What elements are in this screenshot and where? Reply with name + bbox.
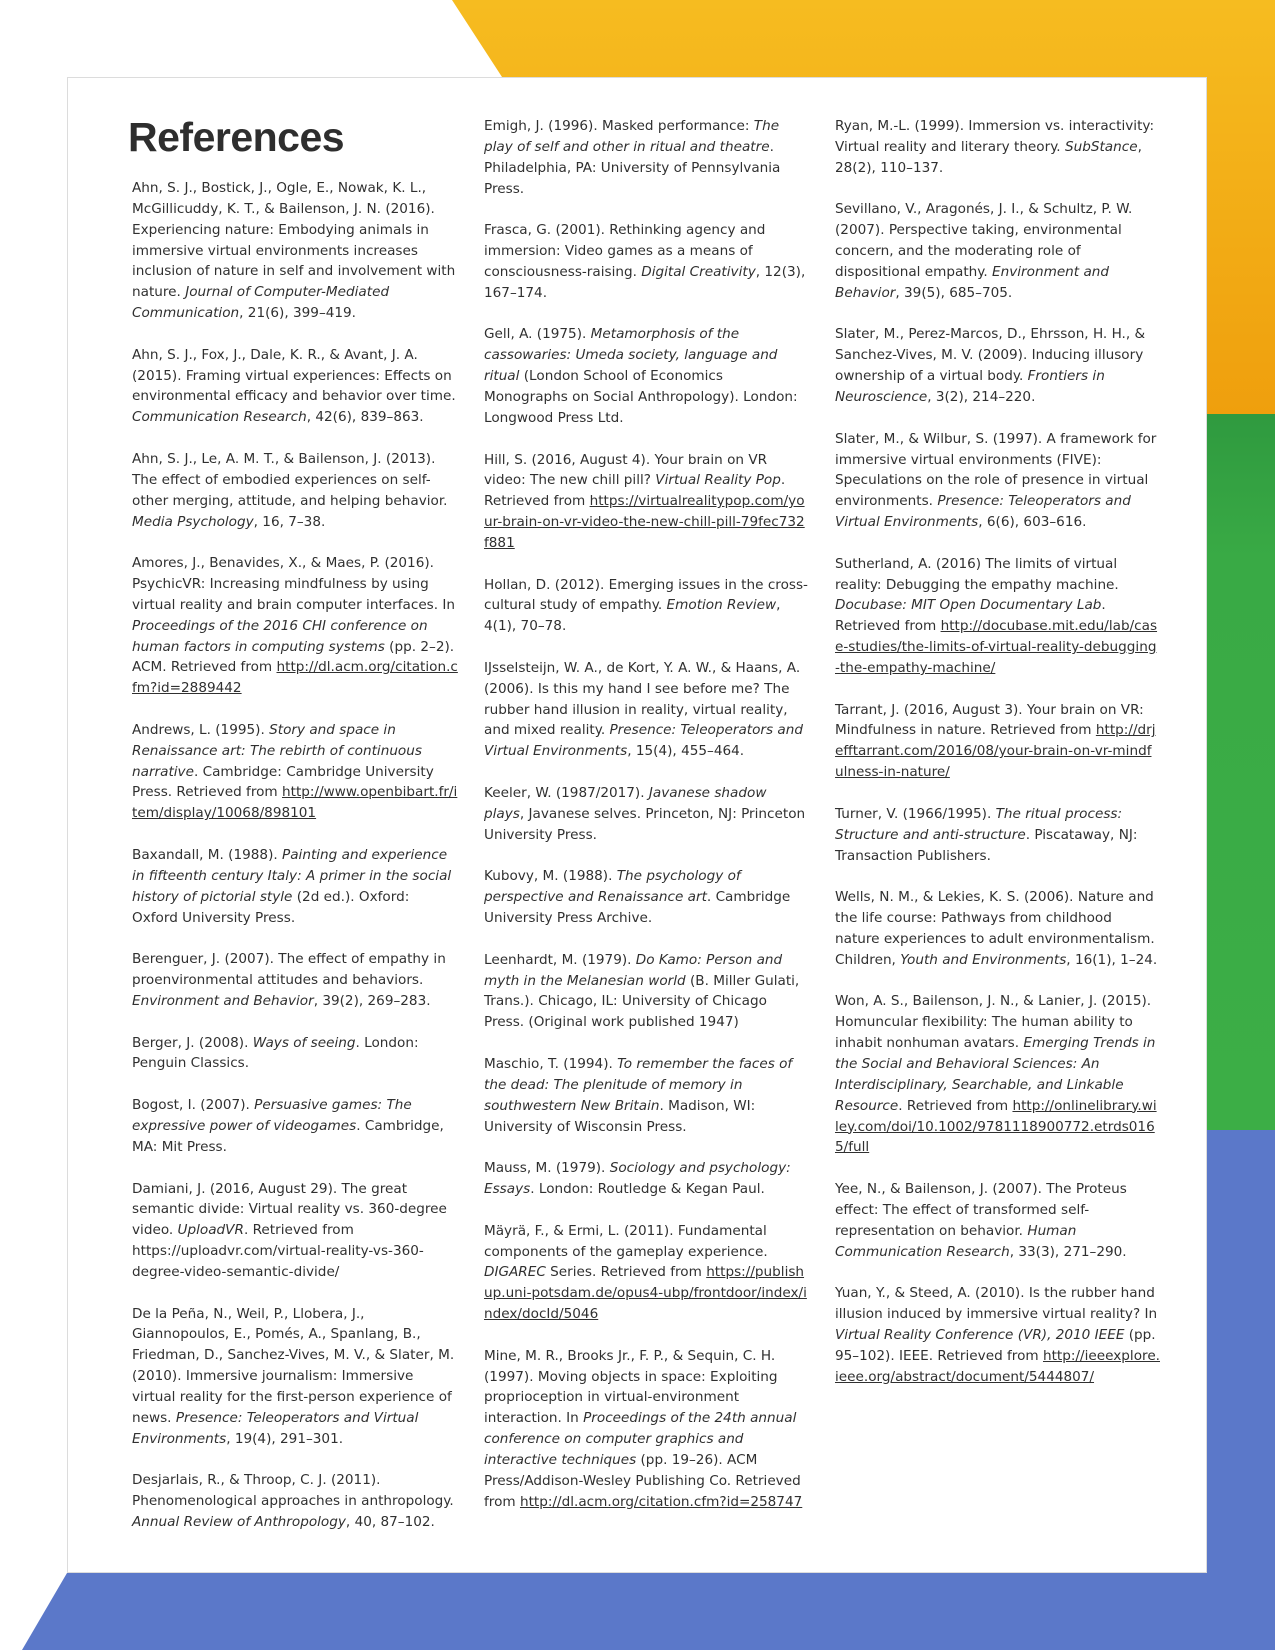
reference-entry [132,1095,458,1158]
reference-link[interactable]: https://publishup.uni-potsdam.de/opus4-ubp/frontdoor/index/index/docId/5046 [484,1264,807,1323]
reference-entry [484,866,809,929]
reference-text: Desjarlais, R., & Throop, C. J. (2011). Phenomenological approaches in anthropology. [132,1472,454,1510]
reference-text: . Retrieved from https://uploadvr.com/virtual-reality-vs-360-degree-video-semantic-divide/ [132,1222,424,1280]
blue-side-shape [1207,1130,1275,1650]
reference-italic-title: Proceedings of the 2016 CHI conference on human factors in computing systems [132,617,428,655]
references-sheet [67,77,1207,1573]
reference-text: . Retrieved from [484,472,786,510]
page-title: References [128,114,345,160]
reference-link[interactable]: https://virtualrealitypop.com/your-brain-on-vr-video-the-new-chill-pill-79fec732f881 [484,493,805,551]
reference-text: Yuan, Y., & Steed, A. (2010). Is the rubber hand illusion induced by immersive virtual reality? In [835,1285,1158,1323]
reference-italic-title: UploadVR [177,1222,244,1239]
reference-text: Frasca, G. (2001). Rethinking agency and immersion: Video games as a means of consciousness-raising. [484,222,766,280]
reference-italic-title: Virtual Reality Conference (VR), 2010 IEEE [835,1326,1125,1343]
reference-italic-title: Environment and Behavior [132,992,314,1009]
reference-italic-title: Emotion Review [666,597,777,614]
blue-bottom-band [22,1573,1275,1650]
reference-entry [835,199,1160,303]
reference-italic-title: To remember the faces of the dead: The plenitude of memory in southwestern New Britain [484,1055,793,1114]
reference-text: Baxandall, M. (1988). [132,847,283,863]
reference-italic-title: Emerging Trends in the Social and Behavioral Sciences: An Interdisciplinary, Searchable, and Linkable Resource [835,1035,1156,1114]
reference-italic-title: Digital Creativity [641,263,756,280]
reference-text: Ryan, M.-L. (1999). Immersion vs. interactivity: Virtual reality and literary theory. [835,118,1155,155]
reference-text: (2d ed.). Oxford: Oxford University Press. [132,888,410,926]
references-column-1 [132,178,458,1554]
reference-link[interactable]: http://dl.acm.org/citation.cfm?id=2889442 [132,659,458,697]
reference-entry [132,949,458,1012]
reference-text: , 19(4), 291–301. [226,1430,344,1447]
reference-text: Mauss, M. (1979). [484,1160,610,1177]
reference-entry [484,950,809,1033]
reference-text: Yee, N., & Bailenson, J. (2007). The Proteus effect: The effect of transformed self-representation on behavior. [835,1181,1127,1239]
reference-text: , 3(2), 214–220. [927,388,1036,405]
reference-text: , 4(1), 70–78. [484,597,781,635]
reference-italic-title: Persuasive games: The expressive power of videogames [132,1097,412,1134]
reference-text: Andrews, L. (1995). [132,721,270,738]
reference-text: Berenguer, J. (2007). The effect of empathy in proenvironmental attitudes and behaviors. [132,951,446,989]
reference-italic-title: The psychology of perspective and Renaissance art [484,868,741,906]
reference-entry [484,1346,809,1513]
reference-text: (pp. 19–26). ACM Press/Addison-Wesley Publishing Co. Retrieved from [484,1452,801,1510]
reference-text: Ahn, S. J., Bostick, J., Ogle, E., Nowak, K. L., McGillicuddy, K. T., & Bailenson, J. N. (2016). Experiencing nature: Embodying animals in immersive virtual environments increases inclusion of nature in self and involvement with nature. [132,180,456,301]
reference-italic-title: Ways of seeing [252,1034,356,1051]
reference-italic-title: Communication Research [132,409,307,426]
reference-italic-title: Media Psychology [132,513,254,530]
reference-text: Tarrant, J. (2016, August 3). Your brain on VR: Mindfulness in nature. Retrieved from [835,701,1144,739]
reference-entry [484,1054,809,1137]
reference-italic-title: Virtual Reality Pop [655,472,781,489]
reference-entry [835,324,1160,407]
reference-text: (pp. 2–2). ACM. Retrieved from [132,638,455,676]
reference-text: , 16(1), 1–24. [1066,951,1158,968]
reference-text: (London School of Economics Monographs on Social Anthropology). London: Longwood Press Ltd. [484,368,798,426]
reference-text: Bogost, I. (2007). [132,1097,255,1114]
reference-link[interactable]: http://www.openbibart.fr/item/display/10068/898101 [132,784,458,822]
references-column-3 [835,116,1160,1408]
reference-text: Berger, J. (2008). [132,1034,253,1051]
reference-text: Leenhardt, M. (1979). [484,951,636,968]
reference-text: Kubovy, M. (1988). [484,868,617,885]
reference-entry [835,991,1160,1158]
reference-entry [132,178,458,324]
reference-text: Maschio, T. (1994). [484,1055,618,1072]
reference-text: Slater, M., Perez-Marcos, D., Ehrsson, H. H., & Sanchez-Vives, M. V. (2009). Inducing illusory ownership of a virtual body. [835,326,1146,385]
reference-italic-title: The play of self and other in ritual and theatre [484,118,780,155]
reference-text: Wells, N. M., & Lekies, K. S. (2006). Nature and the life course: Pathways from childhood nature experiences to adult environmentalism. Children, [835,889,1155,968]
reference-entry [132,345,458,428]
reference-text: , 16, 7–38. [253,513,326,530]
reference-italic-title: Javanese shadow plays [484,785,767,822]
reference-entry [484,658,809,762]
reference-entry [484,220,809,303]
reference-text: Mine, M. R., Brooks Jr., F. P., & Sequin, C. H. (1997). Moving objects in space: Exploiting proprioception in virtual-environment interaction. In [484,1347,778,1427]
reference-entry [132,1033,458,1075]
reference-italic-title: Frontiers in Neuroscience [835,368,1105,405]
reference-italic-title: Annual Review of Anthropology [132,1514,346,1530]
reference-text: . Madison, WI: University of Wisconsin Press. [484,1097,756,1135]
reference-text: Hollan, D. (2012). Emerging issues in the cross-cultural study of empathy. [484,576,808,614]
reference-italic-title: Do Kamo: Person and myth in the Melanesian world [484,951,783,989]
reference-entry [835,116,1160,179]
reference-text: Hill, S. (2016, August 4). Your brain on VR video: The new chill pill? [484,451,768,489]
reference-entry [835,554,1160,679]
reference-entry [835,887,1160,970]
reference-entry [132,553,458,699]
reference-italic-title: Docubase: MIT Open Documentary Lab [835,597,1102,614]
reference-italic-title: Youth and Environments [900,951,1067,968]
reference-text: , 39(2), 269–283. [313,992,431,1009]
reference-italic-title: SubStance [1064,138,1138,155]
reference-text: , 28(2), 110–137. [835,138,1142,176]
reference-entry [132,1179,458,1283]
reference-text: , Javanese selves. Princeton, NJ: Princeton University Press. [484,805,806,843]
reference-entry [484,1221,809,1325]
reference-text: Gell, A. (1975). [484,326,591,343]
reference-link[interactable]: http://onlinelibrary.wiley.com/doi/10.1002/9781118900772.etrds0165/full [835,1097,1157,1156]
reference-entry [132,449,458,532]
reference-entry [484,116,809,199]
reference-entry [835,1179,1160,1262]
reference-entry [132,1304,458,1450]
reference-entry [484,1158,809,1200]
reference-text: Ahn, S. J., Fox, J., Dale, K. R., & Avant, J. A. (2015). Framing virtual experiences: Effects on environmental efficacy and behavior over time. [132,346,456,405]
reference-italic-title: Painting and experience in fifteenth century Italy: A primer in the social history of pictorial style [132,847,452,905]
reference-text: , 21(6), 399–419. [239,305,357,322]
reference-italic-title: Journal of Computer-Mediated Communication [132,284,390,322]
reference-text: , 12(3), 167–174. [484,263,806,301]
reference-entry [835,804,1160,867]
reference-text: , 15(4), 455–464. [627,743,745,760]
reference-text: , 42(6), 839–863. [306,409,424,426]
reference-entry [484,324,809,428]
reference-italic-title: DIGAREC [484,1264,546,1281]
reference-entry [484,450,809,554]
reference-text: IJsselsteijn, W. A., de Kort, Y. A. W., & Haans, A. (2006). Is this my hand I see before me? The rubber hand illusion in reality, virtual reality, and mixed reality. [484,659,801,739]
reference-italic-title: Human Communication Research [835,1222,1077,1260]
reference-link[interactable]: http://docubase.mit.edu/lab/case-studies/the-limits-of-virtual-reality-debugging-the-empathy-machine/ [835,618,1158,676]
reference-text: . Cambridge: Cambridge University Press. Retrieved from [132,763,434,801]
references-column-2 [484,116,809,1533]
reference-text: Mäyrä, F., & Ermi, L. (2011). Fundamental components of the gameplay experience. [484,1222,768,1260]
reference-italic-title: Presence: Teleoperators and Virtual Environments [484,722,804,760]
reference-text: , 6(6), 603–616. [978,514,1087,531]
reference-italic-title: Presence: Teleoperators and Virtual Environments [132,1409,419,1447]
reference-text: . Retrieved from [898,1097,1013,1114]
reference-text: Emigh, J. (1996). Masked performance: [484,118,754,134]
reference-text: Slater, M., & Wilbur, S. (1997). A framework for immersive virtual environments (FIVE): Speculations on the role of presence in virtual environments. [835,430,1157,510]
reference-italic-title: The ritual process: Structure and anti-structure [835,805,1123,843]
reference-italic-title: Presence: Teleoperators and Virtual Environments [835,493,1131,531]
reference-text: (pp. 95–102). IEEE. Retrieved from [835,1326,1156,1364]
reference-entry [484,575,809,638]
reference-entry [835,1283,1160,1387]
reference-text: , 40, 87–102. [345,1514,435,1530]
reference-italic-title: Story and space in Renaissance art: The rebirth of continuous narrative [132,721,422,780]
reference-entry [132,720,458,824]
reference-text: . Retrieved from [835,597,1106,635]
reference-text: Series. Retrieved from [545,1264,707,1281]
reference-entry [835,700,1160,783]
reference-link[interactable]: http://dl.acm.org/citation.cfm?id=258747 [519,1493,803,1510]
reference-text: Amores, J., Benavides, X., & Maes, P. (2016). PsychicVR: Increasing mindfulness by using virtual reality and brain computer interfaces. In [132,555,456,613]
reference-link[interactable]: http://ieeexplore.ieee.org/abstract/document/5444807/ [835,1347,1160,1385]
reference-text: Damiani, J. (2016, August 29). The great semantic divide: Virtual reality vs. 360-degree video. [132,1180,447,1239]
reference-text: . Cambridge, MA: Mit Press. [132,1117,444,1155]
reference-text: . London: Routledge & Kegan Paul. [530,1181,765,1198]
reference-italic-title: Sociology and psychology: Essays [484,1160,791,1198]
reference-text: . Piscataway, NJ: Transaction Publishers. [835,826,1138,864]
reference-entry [132,1470,458,1533]
green-side-band [1207,414,1275,1130]
reference-text: (B. Miller Gulati, Trans.). Chicago, IL: University of Chicago Press. (Original work published 1947) [484,972,800,1031]
reference-text: Ahn, S. J., Le, A. M. T., & Bailenson, J. (2013). The effect of embodied experiences on self-other merging, attitude, and helping behavior. [132,450,448,509]
reference-text: , 39(5), 685–705. [895,284,1013,301]
reference-italic-title: Metamorphosis of the cassowaries: Umeda society, language and ritual [484,326,778,385]
reference-text: Sevillano, V., Aragonés, J. I., & Schultz, P. W. (2007). Perspective taking, environmental concern, and the moderating role of dispositional empathy. [835,201,1133,280]
reference-text: De la Peña, N., Weil, P., Llobera, J., Giannopoulos, E., Pomés, A., Spanlang, B., Friedman, D., Sanchez-Vives, M. V., & Slater, M. (2010). Immersive journalism: Immersive virtual reality for the first-person experience of news. [132,1305,455,1426]
reference-text: Sutherland, A. (2016) The limits of virtual reality: Debugging the empathy machine. [835,555,1119,593]
reference-text: Won, A. S., Bailenson, J. N., & Lanier, J. (2015). Homuncular flexibility: The human ability to inhabit nonhuman avatars. [835,993,1152,1052]
reference-italic-title: Environment and Behavior [835,263,1110,301]
reference-link[interactable]: http://drjefftarrant.com/2016/08/your-brain-on-vr-mindfulness-in-nature/ [835,722,1156,781]
reference-text: Turner, V. (1966/1995). [835,805,996,822]
reference-entry [835,429,1160,533]
reference-text: . Cambridge University Press Archive. [484,889,791,927]
reference-text: Keeler, W. (1987/2017). [484,785,649,801]
reference-text: , 33(3), 271–290. [1009,1243,1127,1260]
reference-text: . Philadelphia, PA: University of Pennsylvania Press. [484,138,781,197]
reference-entry [484,783,809,846]
reference-entry [132,845,458,928]
reference-text: . London: Penguin Classics. [132,1034,419,1072]
reference-italic-title: Proceedings of the 24th annual conference on computer graphics and interactive techniques [484,1410,797,1468]
